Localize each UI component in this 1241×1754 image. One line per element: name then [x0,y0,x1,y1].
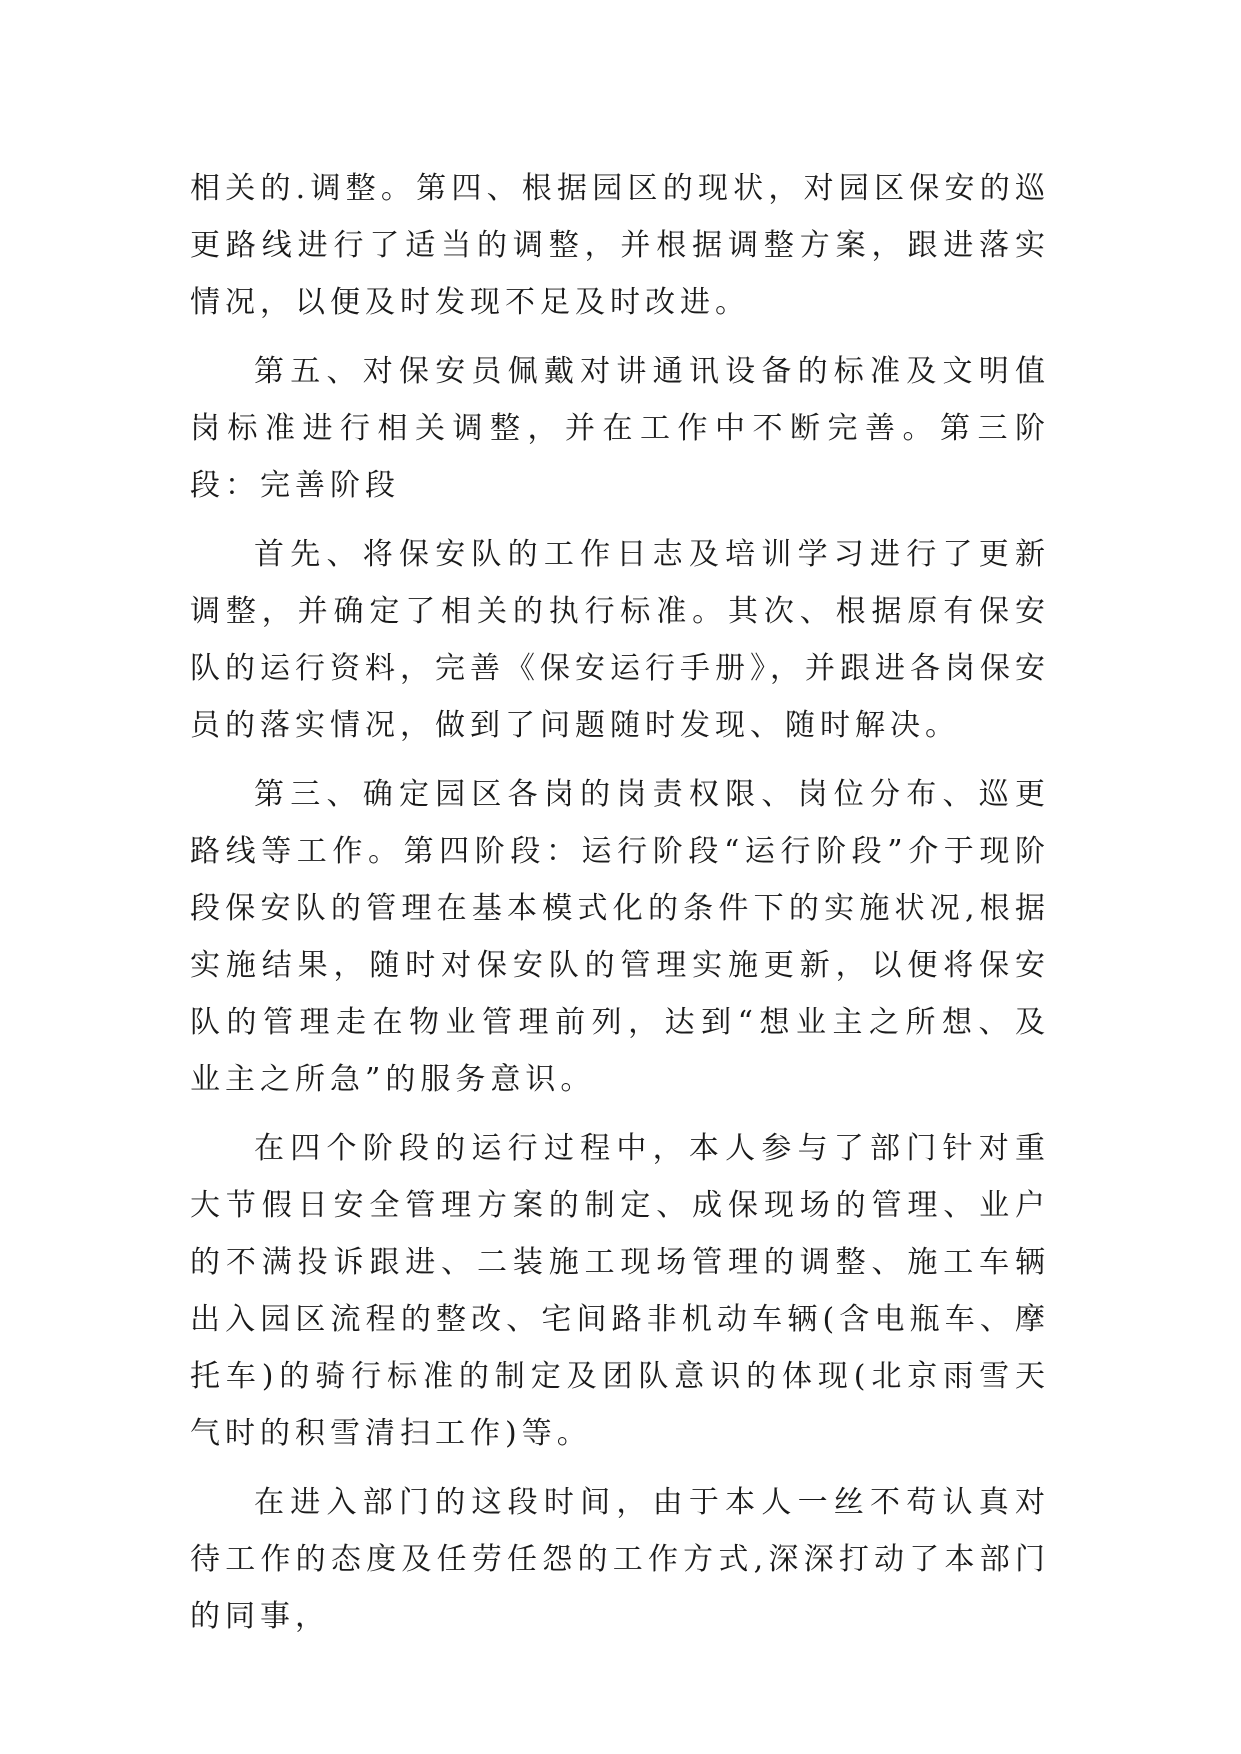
document-body [190,160,1050,1657]
paragraph-5: 在四个阶段的运行过程中，本人参与了部门针对重大节假日安全管理方案的制定、成保现场的管理、业户的不满投诉跟进、二装施工现场管理的调整、施工车辆出入园区流程的整改、宅间路非机动车辆(含电瓶车、摩托车)的骑行标准的制定及团队意识的体现(北京雨雪天气时的积雪清扫工作)等。 [190,1131,1050,1451]
paragraph-1: 相关的.调整。第四、根据园区的现状，对园区保安的巡更路线进行了适当的调整，并根据调整方案，跟进落实情况，以便及时发现不足及时改进。 [190,171,1050,320]
paragraph-3: 首先、将保安队的工作日志及培训学习进行了更新调整，并确定了相关的执行标准。其次、根据原有保安队的运行资料，完善《保安运行手册》，并跟进各岗保安员的落实情况，做到了问题随时发现、随时解决。 [190,537,1050,743]
paragraph-2: 第五、对保安员佩戴对讲通讯设备的标准及文明值岗标准进行相关调整，并在工作中不断完善。第三阶段：完善阶段 [190,354,1050,503]
paragraph-4: 第三、确定园区各岗的岗责权限、岗位分布、巡更路线等工作。第四阶段：运行阶段“运行阶段”介于现阶段保安队的管理在基本模式化的条件下的实施状况,根据实施结果，随时对保安队的管理实施更新，以便将保安队的管理走在物业管理前列，达到“想业主之所想、及业主之所急”的服务意识。 [190,777,1050,1097]
paragraph-6: 在进入部门的这段时间，由于本人一丝不苟认真对待工作的态度及任劳任怨的工作方式,深深打动了本部门的同事， [190,1485,1050,1634]
